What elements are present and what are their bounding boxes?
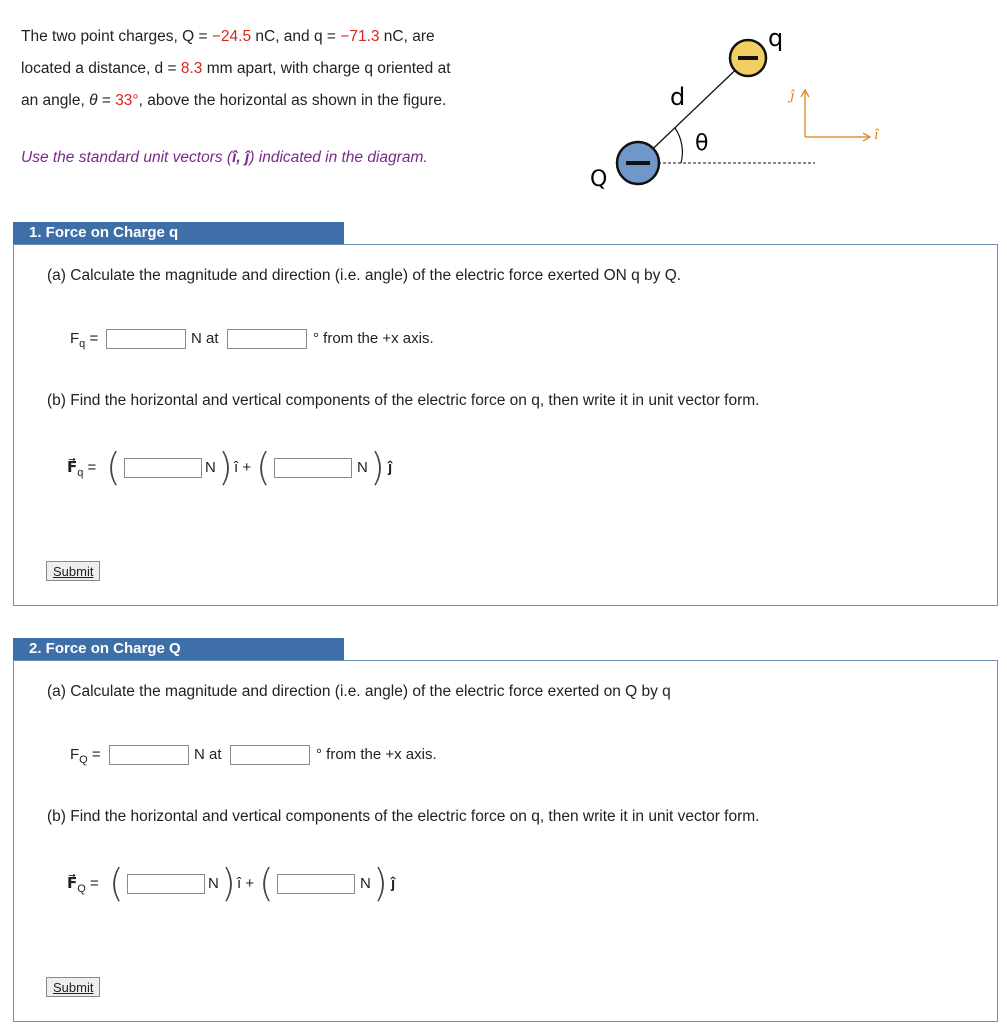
unit-j-label: ȷ̂ bbox=[790, 89, 795, 104]
equals: = bbox=[87, 746, 101, 763]
theta-value: 33° bbox=[115, 92, 139, 109]
section2-header: 2. Force on Charge Q bbox=[13, 638, 344, 660]
section1-vector-label bbox=[67, 458, 96, 479]
label-q: q bbox=[768, 24, 784, 52]
section2-vector-label bbox=[67, 874, 99, 895]
section2-from-axis: ° from the +x axis. bbox=[316, 746, 437, 763]
open-paren-icon: ( bbox=[259, 861, 274, 905]
section2-unit-N-2: N bbox=[360, 875, 371, 892]
section1-part-b-question: (b) Find the horizontal and vertical components of the electric force on q, then write it in unit vector form. bbox=[47, 392, 760, 409]
text: nC, and q = bbox=[251, 28, 341, 45]
F-subscript: q bbox=[79, 338, 86, 350]
section2-magnitude-input[interactable] bbox=[109, 745, 189, 765]
close-paren-icon: ) bbox=[373, 861, 388, 905]
d-value: 8.3 bbox=[180, 60, 203, 77]
distance-line bbox=[638, 58, 748, 163]
label-d: d bbox=[670, 83, 686, 111]
section1-angle-input[interactable] bbox=[227, 329, 307, 349]
open-paren-icon: ( bbox=[106, 445, 121, 489]
vec-subscript: q bbox=[77, 467, 84, 479]
section1-unit-N-2: N bbox=[357, 459, 368, 476]
section1-part-a-question: (a) Calculate the magnitude and direction (i.e. angle) of the electric force exerted ON q by Q. bbox=[47, 267, 682, 284]
vec-F: F⃗ bbox=[67, 459, 78, 476]
section1-y-component-input[interactable] bbox=[274, 458, 352, 478]
label-theta: θ bbox=[695, 131, 709, 156]
equals: = bbox=[85, 875, 99, 892]
text: = bbox=[97, 92, 116, 109]
section1-from-axis: ° from the +x axis. bbox=[313, 330, 434, 347]
unit-vectors: î, ĵ bbox=[232, 149, 250, 166]
section1-header: 1. Force on Charge q bbox=[13, 222, 344, 244]
section2-i-hat: î + bbox=[237, 875, 255, 892]
theta-symbol: θ bbox=[89, 92, 98, 109]
problem-line-3 bbox=[21, 85, 501, 117]
section2-x-component-input[interactable] bbox=[127, 874, 205, 894]
unit-vector-instruction bbox=[21, 149, 428, 167]
section2-angle-input[interactable] bbox=[230, 745, 310, 765]
problem-statement bbox=[21, 21, 501, 117]
close-paren-icon: ) bbox=[221, 861, 236, 905]
section2-part-b-question: (b) Find the horizontal and vertical components of the electric force on q, then write it in unit vector form. bbox=[47, 808, 760, 825]
problem-line-1 bbox=[21, 21, 501, 53]
unit-i-label: ı̂ bbox=[874, 128, 879, 143]
section2-F-label bbox=[70, 746, 101, 766]
F-text: F bbox=[70, 330, 80, 347]
equals: = bbox=[83, 459, 97, 476]
F-subscript: Q bbox=[79, 754, 88, 766]
section2-j-hat: ĵ bbox=[391, 875, 396, 892]
vec-subscript: Q bbox=[77, 883, 86, 895]
section1-unit-at: N at bbox=[191, 330, 219, 347]
section1-unit-N-1: N bbox=[205, 459, 216, 476]
open-paren-icon: ( bbox=[256, 445, 271, 489]
text: nC, are bbox=[379, 28, 435, 45]
open-paren-icon: ( bbox=[109, 861, 124, 905]
text: mm apart, with charge q oriented at bbox=[202, 60, 451, 77]
text: an angle, bbox=[21, 92, 90, 109]
text: Use the standard unit vectors ( bbox=[21, 149, 233, 166]
label-Q: Q bbox=[590, 167, 608, 192]
text: ) indicated in the diagram. bbox=[249, 149, 428, 166]
close-paren-icon: ) bbox=[218, 445, 233, 489]
section1-i-hat: î + bbox=[234, 459, 252, 476]
text: The two point charges, Q = bbox=[21, 28, 212, 45]
section2-panel bbox=[13, 660, 998, 1022]
section1-j-hat: ĵ bbox=[388, 459, 393, 476]
problem-line-2 bbox=[21, 53, 501, 85]
section2-unit-at: N at bbox=[194, 746, 222, 763]
section2-part-a-question: (a) Calculate the magnitude and direction (i.e. angle) of the electric force exerted on Q by q bbox=[47, 683, 671, 700]
section2-unit-N-1: N bbox=[208, 875, 219, 892]
vec-F: F⃗ bbox=[67, 875, 78, 892]
charge-diagram bbox=[580, 20, 890, 200]
close-paren-icon: ) bbox=[370, 445, 385, 489]
angle-arc bbox=[675, 128, 682, 163]
section1-submit-button[interactable]: Submit bbox=[46, 561, 100, 581]
text: located a distance, d = bbox=[21, 60, 181, 77]
section1-x-component-input[interactable] bbox=[124, 458, 202, 478]
F-text: F bbox=[70, 746, 80, 763]
section1-magnitude-input[interactable] bbox=[106, 329, 186, 349]
q-value: −71.3 bbox=[340, 28, 380, 45]
equals: = bbox=[85, 330, 99, 347]
section1-panel bbox=[13, 244, 998, 606]
Q-value: −24.5 bbox=[211, 28, 252, 45]
section1-F-label bbox=[70, 330, 98, 350]
section2-submit-button[interactable]: Submit bbox=[46, 977, 100, 997]
section2-y-component-input[interactable] bbox=[277, 874, 355, 894]
text: , above the horizontal as shown in the figure. bbox=[138, 92, 447, 109]
